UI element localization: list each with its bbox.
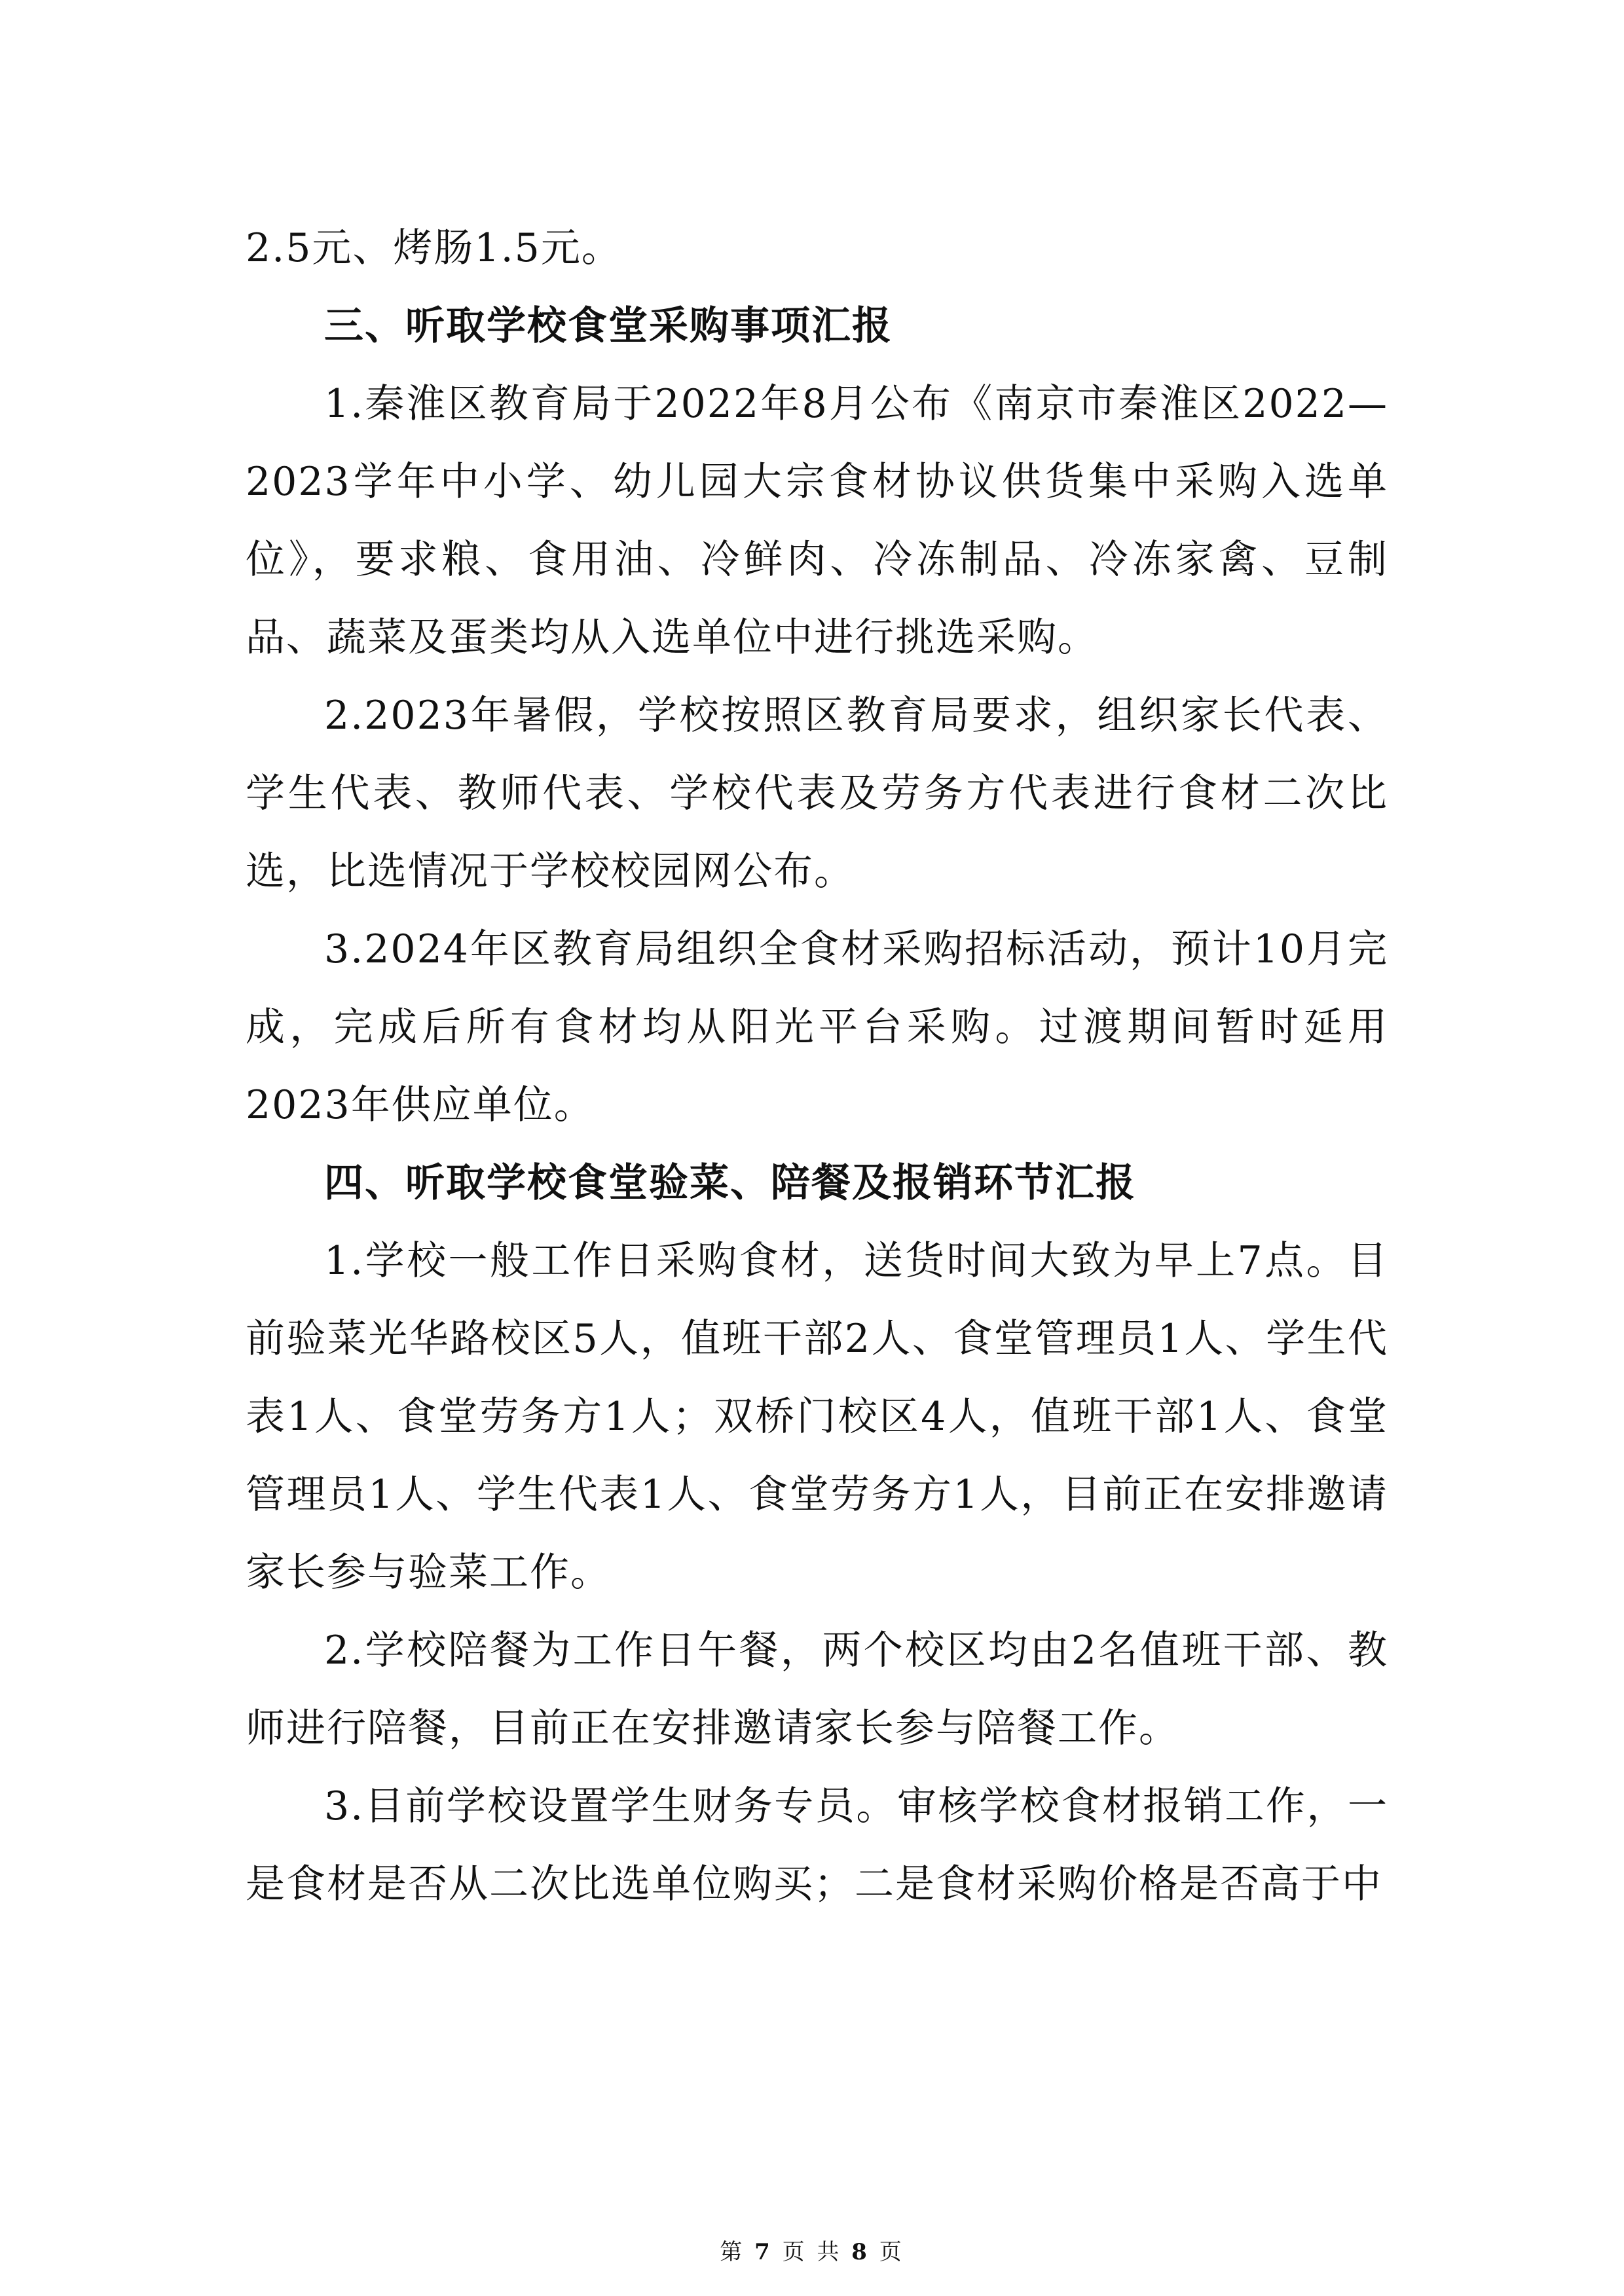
section-heading-3: 三、听取学校食堂采购事项汇报 [324,303,893,349]
paragraph-3-1: 1.秦淮区教育局于2022年8月公布《南京市秦淮区2022—2023学年中小学、幼儿园大宗食材协议供货集中采购入选单位》，要求粮、食用油、冷鲜肉、冷冻制品、冷冻家禽、豆制品、蔬菜及蛋类均从入选单位中进行挑选采购。 [246,381,1388,661]
footer-middle: 页 共 [782,2239,842,2265]
total-page-number: 8 [851,2239,870,2265]
footer-prefix: 第 [720,2239,745,2265]
section-heading-4: 四、听取学校食堂验菜、陪餐及报销环节汇报 [324,1160,1136,1206]
page-footer [0,2239,1624,2265]
paragraph-continuation: 2.5元、烤肠1.5元。 [246,225,622,271]
paragraph-4-1: 1.学校一般工作日采购食材，送货时间大致为早上7点。目前验菜光华路校区5人，值班干部2人、食堂管理员1人、学生代表1人、食堂劳务方1人；双桥门校区4人，值班干部1人、食堂管理员1人、学生代表1人、食堂劳务方1人，目前正在安排邀请家长参与验菜工作。 [246,1238,1388,1595]
paragraph-3-3: 3.2024年区教育局组织全食材采购招标活动，预计10月完成，完成后所有食材均从阳光平台采购。过渡期间暂时延用2023年供应单位。 [246,926,1388,1128]
document-body [246,210,1388,1923]
current-page-number: 7 [754,2239,773,2265]
paragraph-4-3: 3.目前学校设置学生财务专员。审核学校食材报销工作，一是食材是否从二次比选单位购买；二是食材采购价格是否高于中 [246,1783,1388,1907]
paragraph-3-2: 2.2023年暑假，学校按照区教育局要求，组织家长代表、学生代表、教师代表、学校代表及劳务方代表进行食材二次比选，比选情况于学校校园网公布。 [246,693,1388,894]
paragraph-4-2: 2.学校陪餐为工作日午餐，两个校区均由2名值班干部、教师进行陪餐，目前正在安排邀请家长参与陪餐工作。 [246,1628,1388,1751]
footer-suffix: 页 [879,2239,904,2265]
